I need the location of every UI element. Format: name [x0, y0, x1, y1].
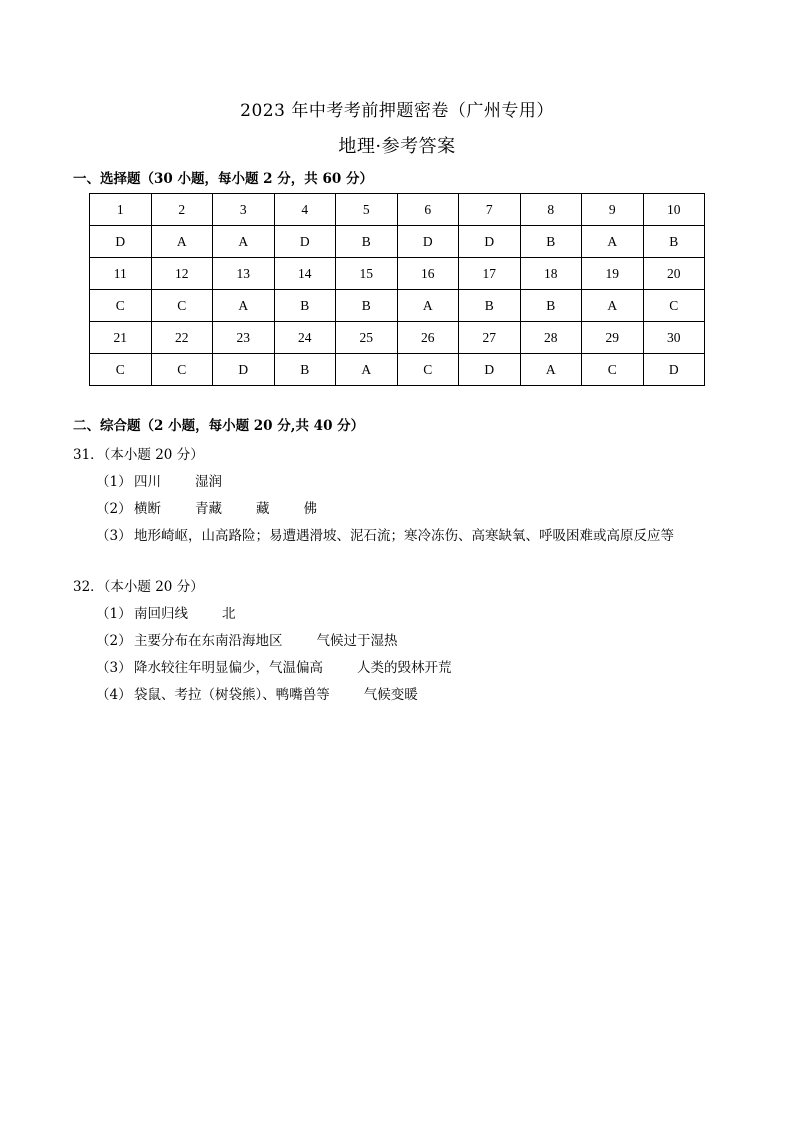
answer-cell: C: [90, 290, 152, 322]
sub-question-number: （1）: [96, 606, 132, 622]
question-32-heading: 32．（本小题 20 分）: [73, 579, 204, 595]
question-number-cell: 23: [213, 322, 275, 354]
answer-cell: D: [90, 226, 152, 258]
answer-text: 降水较往年明显偏少，气温偏高: [134, 660, 323, 676]
question-31-heading: 31．（本小题 20 分）: [73, 447, 204, 463]
answer-cell: D: [459, 354, 521, 386]
answer-text: 佛: [303, 501, 317, 517]
answer-cell: A: [213, 226, 275, 258]
answer-text: 四川: [134, 474, 161, 490]
question-number-cell: 27: [459, 322, 521, 354]
table-row-answers: [90, 226, 705, 258]
answer-cell: A: [582, 226, 644, 258]
answer-cell: B: [274, 290, 336, 322]
answer-text: 人类的毁林开荒: [357, 660, 452, 676]
sub-question-number: （2）: [96, 501, 132, 517]
page-subtitle: 地理·参考答案: [338, 136, 456, 157]
answer-cell: A: [213, 290, 275, 322]
question-number-cell: 22: [151, 322, 213, 354]
sub-question-number: （3）: [96, 528, 132, 544]
question-number-cell: 26: [397, 322, 459, 354]
answer-cell: D: [274, 226, 336, 258]
answer-key-table: [89, 193, 705, 386]
answer-cell: A: [520, 354, 582, 386]
answer-line: [96, 602, 236, 622]
answer-cell: C: [90, 354, 152, 386]
answer-cell: B: [459, 290, 521, 322]
question-number-cell: 25: [336, 322, 398, 354]
question-number-cell: 12: [151, 258, 213, 290]
question-number-cell: 15: [336, 258, 398, 290]
question-number-cell: 10: [643, 194, 705, 226]
answer-line: [96, 683, 418, 703]
question-number-cell: 8: [520, 194, 582, 226]
table-row-question-numbers: [90, 322, 705, 354]
sub-question-number: （4）: [96, 687, 132, 703]
sub-question-number: （2）: [96, 633, 132, 649]
answer-cell: A: [397, 290, 459, 322]
answer-line: [96, 629, 398, 649]
sub-question-number: （1）: [96, 474, 132, 490]
question-number-cell: 18: [520, 258, 582, 290]
answer-line: [96, 470, 222, 490]
sub-question-number: （3）: [96, 660, 132, 676]
answer-line: [96, 497, 317, 517]
answer-text: 气候过于湿热: [316, 633, 398, 649]
answer-cell: B: [520, 290, 582, 322]
answer-text: 袋鼠、考拉（树袋熊）、鸭嘴兽等: [134, 687, 330, 703]
section-comprehensive-heading: 二、综合题（2 小题，每小题 20 分,共 40 分）: [73, 418, 365, 434]
question-number-cell: 13: [213, 258, 275, 290]
answer-cell: C: [151, 290, 213, 322]
answer-cell: D: [213, 354, 275, 386]
answer-cell: B: [520, 226, 582, 258]
answer-cell: B: [336, 290, 398, 322]
question-number-cell: 11: [90, 258, 152, 290]
answer-text: 主要分布在东南沿海地区: [134, 633, 283, 649]
table-row-answers: [90, 354, 705, 386]
question-number-cell: 19: [582, 258, 644, 290]
section-multiple-choice-heading: 一、选择题（30 小题，每小题 2 分，共 60 分）: [73, 171, 373, 187]
question-number-cell: 5: [336, 194, 398, 226]
question-number-cell: 2: [151, 194, 213, 226]
answer-cell: A: [582, 290, 644, 322]
answer-cell: B: [336, 226, 398, 258]
question-number-cell: 29: [582, 322, 644, 354]
question-number-cell: 16: [397, 258, 459, 290]
answer-line: [96, 656, 452, 676]
answer-cell: B: [643, 226, 705, 258]
table-row-question-numbers: [90, 258, 705, 290]
question-number-cell: 7: [459, 194, 521, 226]
question-number-cell: 4: [274, 194, 336, 226]
page-title: 2023 年中考考前押题密卷（广州专用）: [240, 101, 554, 121]
question-number-cell: 9: [582, 194, 644, 226]
question-number-cell: 21: [90, 322, 152, 354]
answer-text: 湿润: [195, 474, 222, 490]
question-number-cell: 28: [520, 322, 582, 354]
question-number-cell: 24: [274, 322, 336, 354]
answer-text: 南回归线: [134, 606, 188, 622]
question-number-cell: 3: [213, 194, 275, 226]
answer-line: [96, 524, 674, 544]
answer-cell: C: [643, 290, 705, 322]
question-number-cell: 17: [459, 258, 521, 290]
question-number-cell: 6: [397, 194, 459, 226]
answer-cell: A: [151, 226, 213, 258]
table-row-answers: [90, 290, 705, 322]
answer-cell: C: [397, 354, 459, 386]
table-row-question-numbers: [90, 194, 705, 226]
answer-text: 藏: [256, 501, 270, 517]
answer-cell: D: [397, 226, 459, 258]
answer-text: 横断: [134, 501, 161, 517]
answer-text: 北: [222, 606, 236, 622]
answer-cell: A: [336, 354, 398, 386]
question-number-cell: 14: [274, 258, 336, 290]
question-number-cell: 30: [643, 322, 705, 354]
answer-cell: D: [643, 354, 705, 386]
question-number-cell: 1: [90, 194, 152, 226]
question-number-cell: 20: [643, 258, 705, 290]
answer-cell: C: [151, 354, 213, 386]
answer-cell: C: [582, 354, 644, 386]
answer-cell: D: [459, 226, 521, 258]
answer-text: 气候变暖: [363, 687, 418, 703]
answer-text: 青藏: [195, 501, 222, 517]
answer-text: 地形崎岖，山高路险；易遭遇滑坡、泥石流；寒冷冻伤、高寒缺氧、呼吸困难或高原反应等: [134, 528, 674, 544]
answer-cell: B: [274, 354, 336, 386]
